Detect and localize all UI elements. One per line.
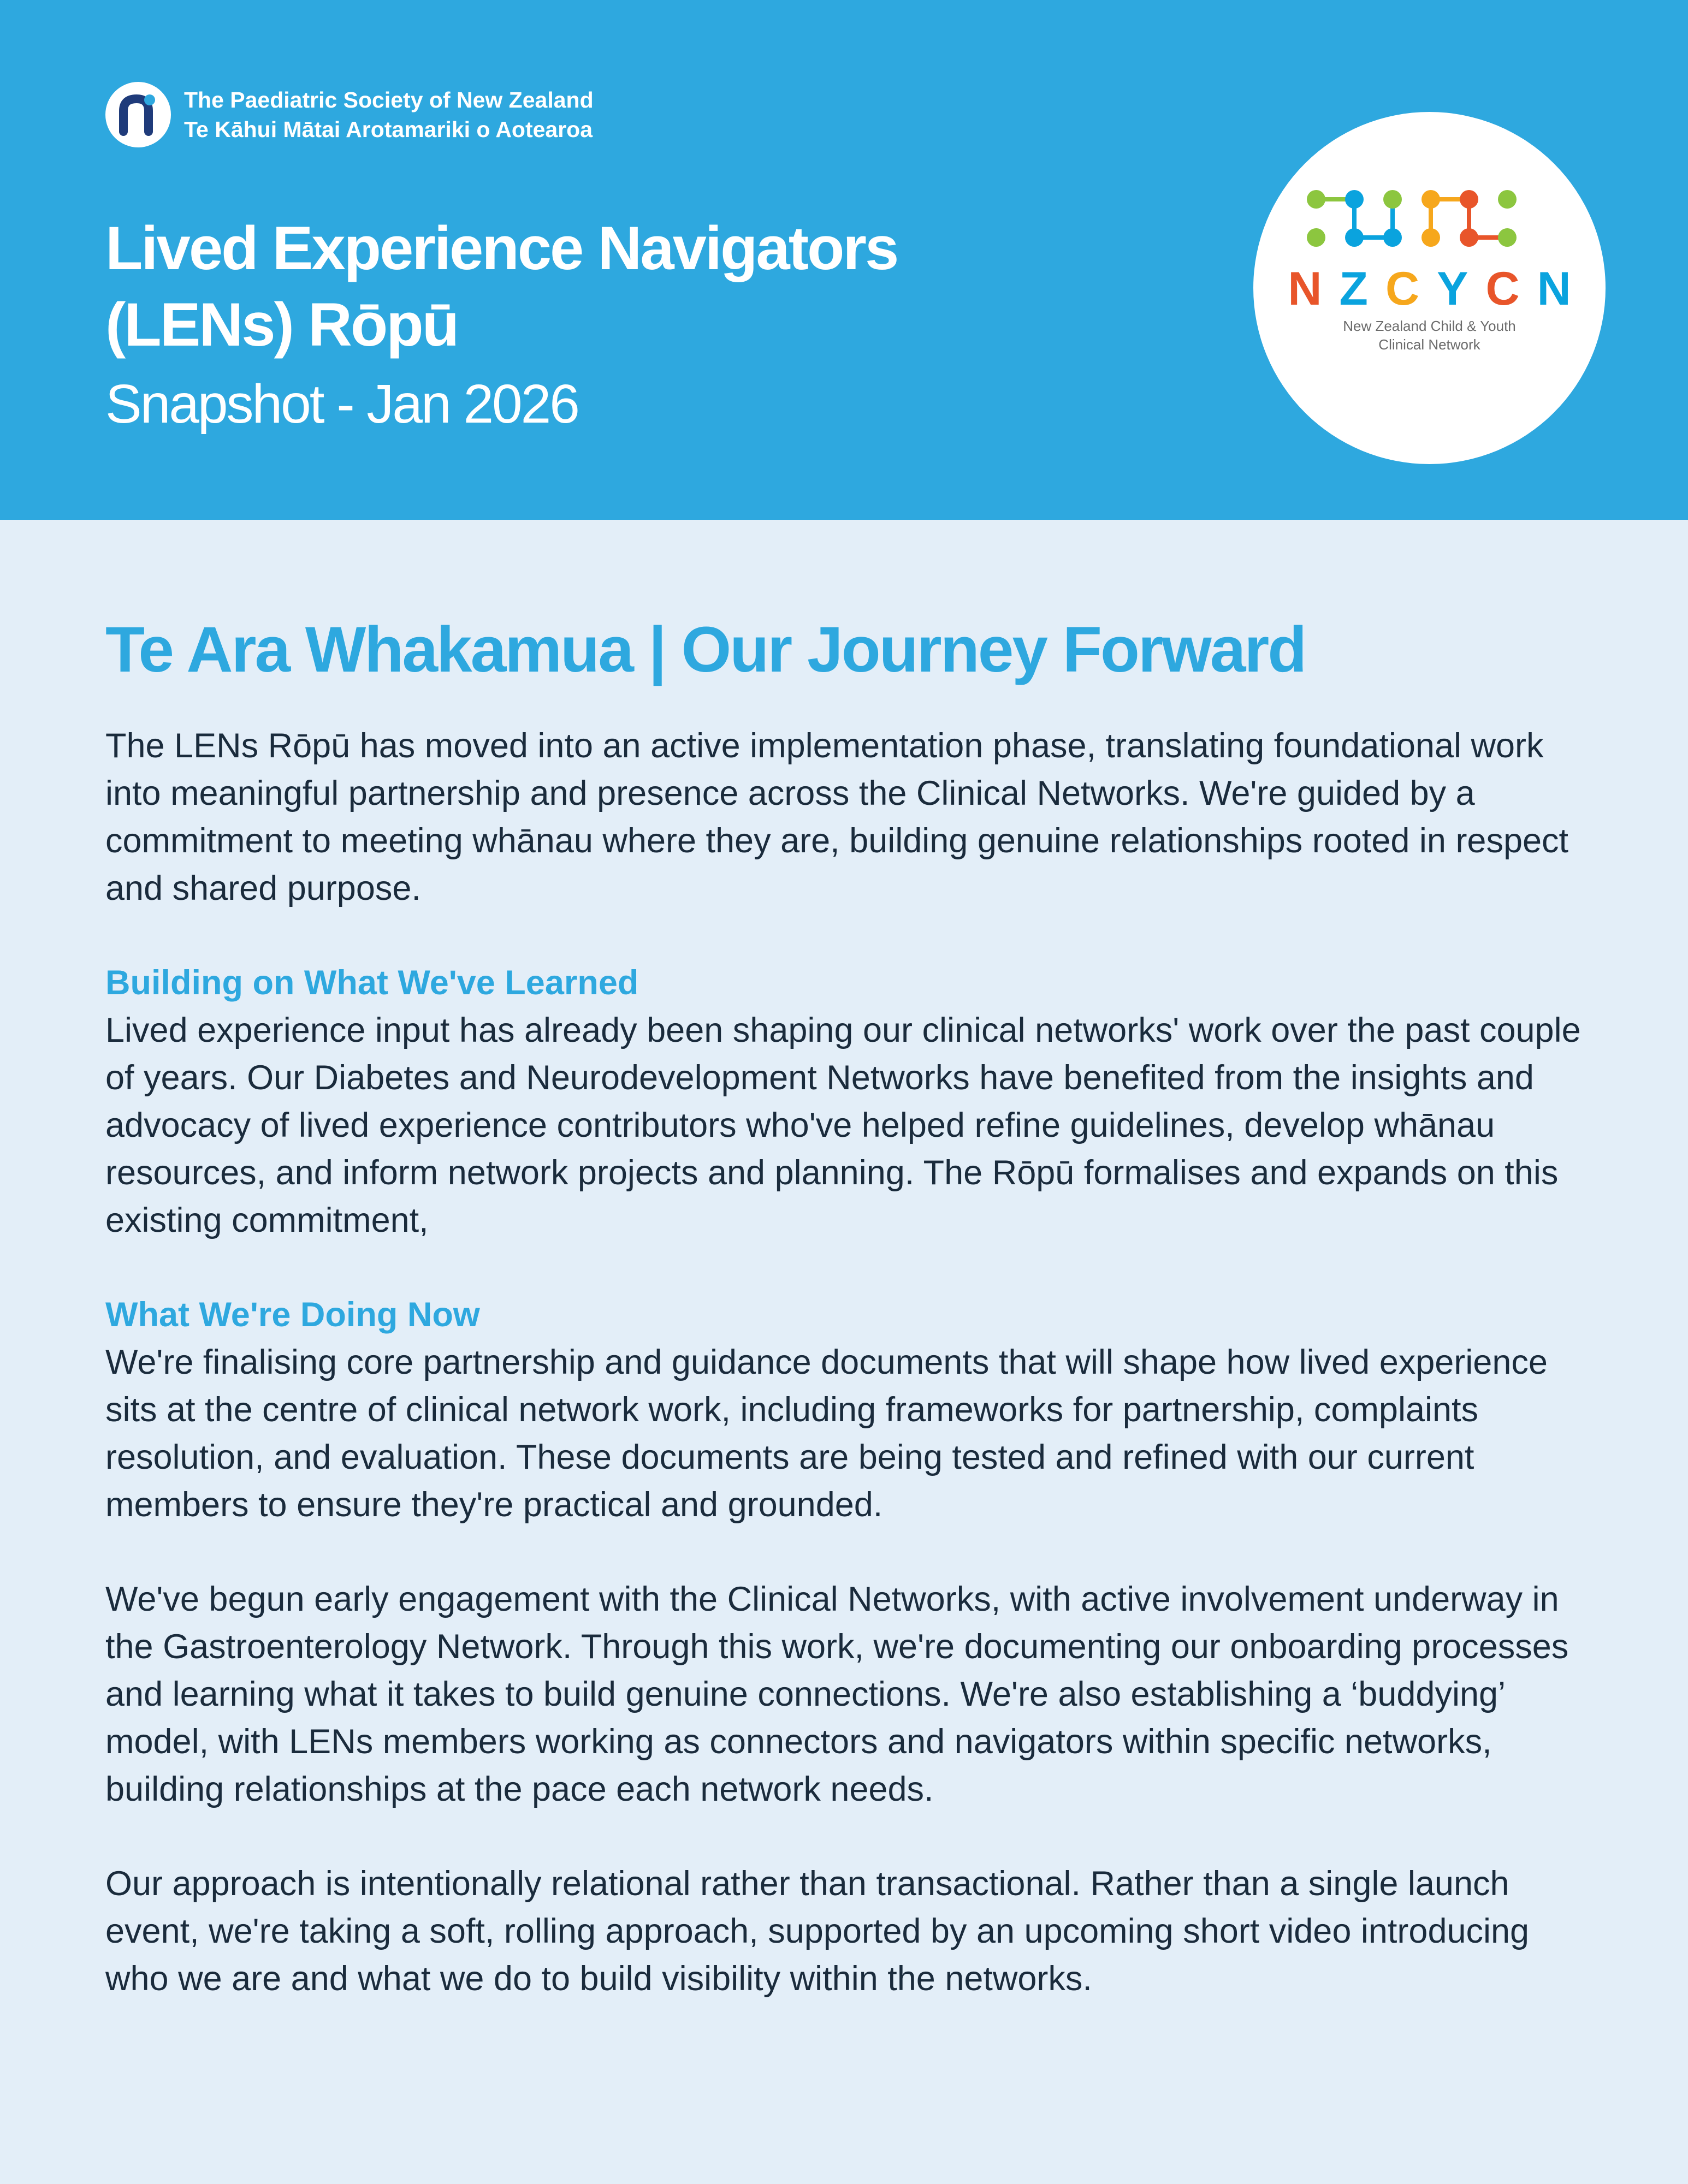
title-line-2: (LENs) Rōpū (105, 290, 458, 359)
nzcycn-network-icon (1305, 188, 1554, 254)
nzcycn-line-1: New Zealand Child & Youth (1343, 318, 1516, 334)
nzcycn-line-2: Clinical Network (1378, 336, 1480, 353)
doing-now-paragraph-1: We're finalising core partnership and guidance documents that will shape how lived experience sits at the centre of clinical network work, including frameworks for partnership, complaints resolution, and evaluation. These documents are being tested and refined with our current members to ensure they're practical and grounded. (105, 1343, 1548, 1524)
main-content (105, 609, 1591, 2050)
subheading-doing-now: What We're Doing Now (105, 1296, 480, 1334)
badge-letter: N (1288, 263, 1340, 315)
society-branding (105, 82, 594, 147)
society-name-maori: Te Kāhui Mātai Arotamariki o Aotearoa (184, 117, 593, 142)
badge-letter: Y (1437, 263, 1486, 315)
section-heading: Te Ara Whakamua | Our Journey Forward (105, 614, 1306, 686)
page-subtitle: Snapshot - Jan 2026 (105, 373, 578, 435)
badge-letter: C (1485, 263, 1537, 315)
badge-letter: Z (1339, 263, 1385, 315)
building-paragraph: Lived experience input has already been shaping our clinical networks' work over the past couple of years. Our Diabetes and Neurodevelopment Networks have benefited from the insights and advocacy of lived experience contributors who've helped refine guidelines, develop whānau resources, and inform network projects and planning. The Rōpū formalises and expands on this existing commitment, (105, 1011, 1581, 1239)
nzcycn-logo-badge (1253, 112, 1606, 464)
nzcycn-full-name (1253, 317, 1606, 354)
badge-letter: N (1537, 263, 1589, 315)
header-banner (0, 0, 1688, 520)
page-title (105, 210, 897, 363)
nzcycn-acronym (1253, 262, 1606, 316)
badge-letter: C (1385, 263, 1437, 315)
title-line-1: Lived Experience Navigators (105, 214, 898, 282)
intro-paragraph: The LENs Rōpū has moved into an active implementation phase, translating foundational work into meaningful partnership and presence across the Clinical Networks. We're guided by a commitment to meeting whānau where they are, building genuine relationships rooted in respect and shared purpose. (105, 727, 1569, 907)
doing-now-paragraph-2: We've begun early engagement with the Clinical Networks, with active involvement underway in the Gastroenterology Network. Through this work, we're documenting our onboarding processes and learning what it takes to build genuine connections. We're also establishing a ‘buddying’ model, with LENs members working as connectors and navigators within specific networks, building relationships at the pace each network needs. (105, 1580, 1569, 1808)
paediatric-society-logo-icon (105, 82, 171, 147)
society-name-english: The Paediatric Society of New Zealand (184, 87, 594, 112)
subheading-building: Building on What We've Learned (105, 964, 639, 1002)
doing-now-paragraph-3: Our approach is intentionally relational rather than transactional. Rather than a single launch event, we're taking a soft, rolling approach, supported by an upcoming short video introducing who we are and what we do to build visibility within the networks. (105, 1865, 1530, 1998)
